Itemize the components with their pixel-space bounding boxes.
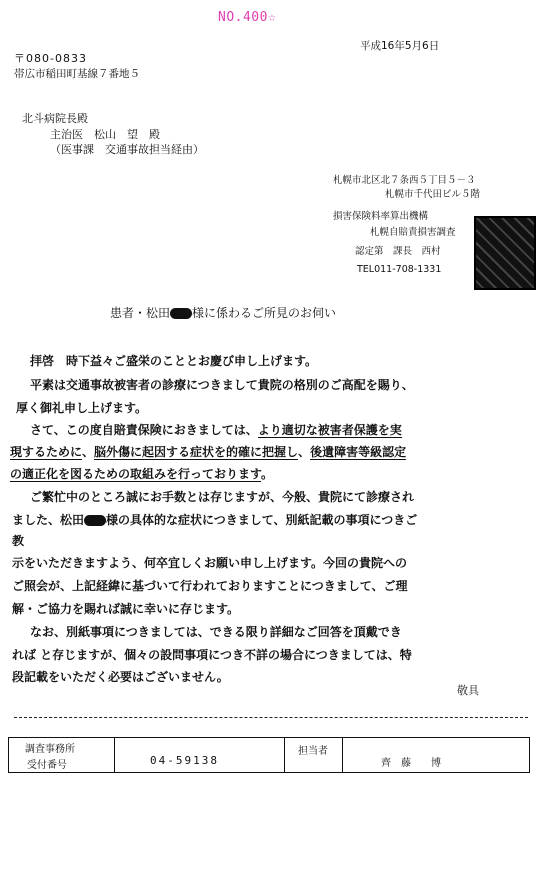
recipient-address: 帯広市稲田町基線７番地５	[14, 68, 140, 80]
letter-subject	[110, 304, 336, 321]
sender-office: 札幌自賠責損害調査	[370, 227, 456, 238]
body-line	[10, 443, 406, 460]
staff-label: 担当者	[298, 746, 328, 757]
subject-prefix: 患者・松田	[110, 306, 171, 320]
sender-address: 札幌市北区北７条西５丁目５－３	[333, 175, 476, 186]
underlined-text: 脳外傷に起因する症状を的確に把握し	[94, 445, 299, 459]
office-label: 調査事務所	[25, 744, 75, 755]
body-line: ご照会が、上記経緯に基づいて行われておりますことにつきまして、ご理	[12, 579, 408, 593]
body-line	[10, 465, 273, 482]
body-line: 厚く御礼申し上げます。	[16, 401, 148, 415]
reception-table	[8, 737, 530, 773]
office-label-cell	[9, 738, 115, 772]
body-line	[12, 511, 417, 528]
body-line: 教	[12, 534, 25, 548]
redaction-mark	[170, 308, 192, 319]
underlined-text: 現するために	[10, 445, 83, 459]
body-text: 。	[261, 467, 274, 481]
body-line: 段記載をいただく必要はございません。	[12, 670, 229, 684]
recipient-hospital: 北斗病院長殿	[22, 112, 88, 125]
body-line: れば と存じますが、個々の設問事項につき不詳の場合につきましては、特	[12, 648, 412, 662]
sender-building: 札幌市千代田ビル５階	[385, 189, 481, 200]
staff-name: 齊 藤 博	[381, 758, 441, 769]
staff-label-cell	[284, 738, 343, 772]
subject-suffix: 様に係わるご所見のお伺い	[192, 306, 337, 320]
closing-remark: 敬具	[457, 684, 479, 697]
body-text: ました、松田	[12, 513, 85, 527]
sender-organization: 損害保険料率算出機構	[333, 211, 429, 222]
document-date: 平成16年5月6日	[360, 40, 440, 52]
document-number: NO.400☆	[218, 10, 277, 25]
body-text: 、	[82, 445, 95, 459]
recipient-doctor: 主治医 松山 望 殿	[50, 128, 160, 141]
body-text: さて、この度自賠責保険におきましては、	[30, 423, 258, 437]
official-seal-stamp	[474, 216, 536, 290]
reception-number-cell	[114, 738, 285, 772]
cut-line-divider	[14, 717, 528, 718]
sender-manager: 認定第 課長 西村	[355, 246, 441, 257]
recipient-department: （医事課 交通事故担当経由）	[50, 143, 204, 156]
body-line: なお、別紙事項につきましては、できる限り詳細なご回答を頂戴でき	[30, 625, 402, 639]
redaction-mark	[84, 515, 106, 526]
body-line: ご繁忙中のところ誠にお手数とは存じますが、今般、貴院にて診療され	[30, 490, 415, 504]
sender-phone: TEL011-708-1331	[357, 264, 442, 275]
body-line	[30, 421, 402, 438]
reception-number: 04-59138	[150, 754, 219, 767]
body-text: 、	[298, 445, 311, 459]
body-line: 示をいただきますよう、何卒宜しくお願い申し上げます。今回の貴院への	[12, 556, 408, 570]
underlined-text: 後遺障害等級認定	[310, 445, 407, 459]
body-line: 平素は交通事故被害者の診療につきまして貴院の格別のご高配を賜り、	[30, 378, 414, 392]
recipient-zip: 〒080-0833	[14, 52, 87, 65]
greeting-line: 拝啓 時下益々ご盛栄のこととお慶び申し上げます。	[30, 354, 318, 368]
body-line: 解・ご協力を賜れば誠に幸いに存じます。	[12, 602, 240, 616]
underlined-text: より適切な被害者保護を実	[257, 423, 402, 437]
underlined-text: の適正化を図るための取組みを行っております	[10, 467, 262, 481]
body-text: 様の具体的な症状につきまして、別紙記載の事項につきご	[106, 513, 418, 527]
reception-number-label: 受付番号	[27, 760, 67, 771]
